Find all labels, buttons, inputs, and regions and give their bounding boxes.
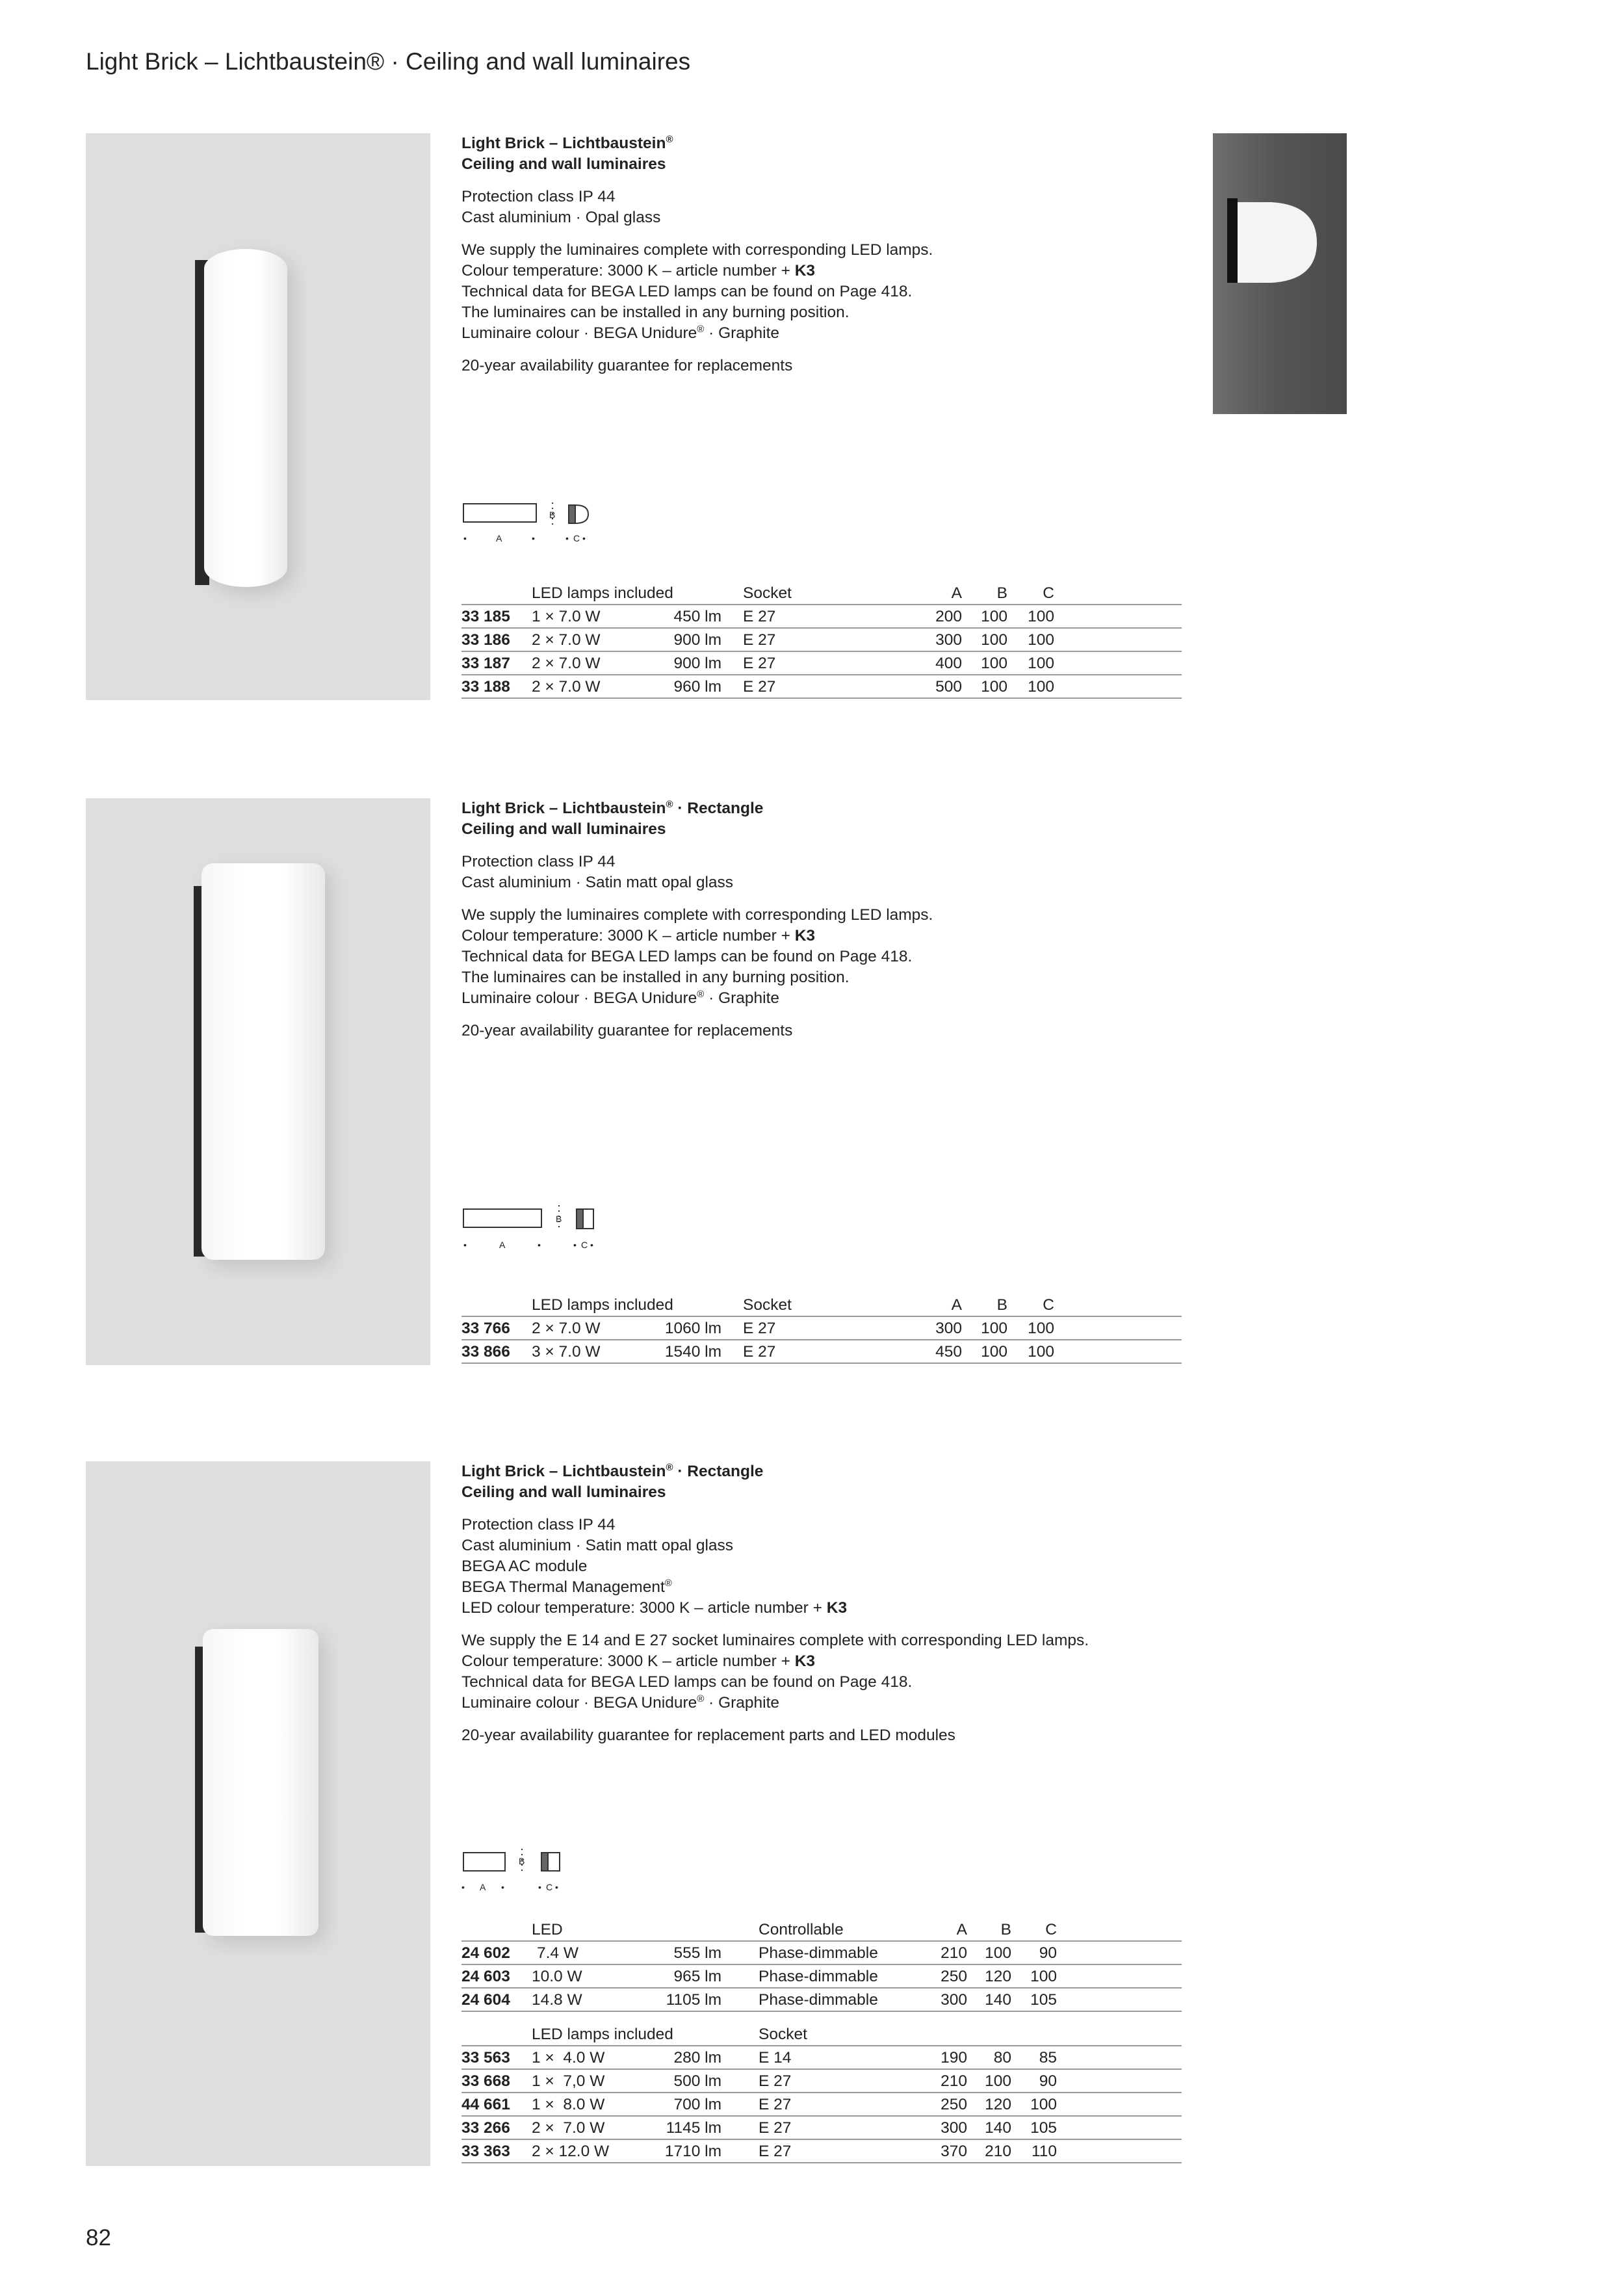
svg-text:B: B — [549, 510, 556, 520]
luminaire-glass — [203, 1629, 318, 1936]
supply-block: We supply the luminaires complete with corresponding LED lamps. Colour temperature: 3000 K – article number + K3 Technical data for BEGA LED lamps can be found on Page 418. The luminaires can be installed in any burning position. Luminaire colour · BEGA Unidure® · Graphite — [461, 241, 933, 342]
lamps-table — [461, 2022, 1182, 2163]
svg-text:B: B — [519, 1856, 525, 1866]
svg-text:•: • — [538, 1882, 541, 1892]
svg-text:•: • — [461, 1882, 465, 1892]
detail-photo — [1213, 133, 1347, 414]
table-row: 24 604 14.8 W 1105 lm Phase-dimmable 300 140 105 — [461, 1989, 1182, 2012]
luminaire-glass — [201, 863, 325, 1260]
product-title: Light Brick – Lichtbaustein® · Rectangle Ceiling and wall luminaires — [461, 1461, 764, 1501]
product-photo — [86, 798, 430, 1365]
dimension-diagram — [458, 1845, 614, 1897]
product-title: Light Brick – Lichtbaustein® Ceiling and wall luminaires — [461, 133, 673, 173]
guarantee-text: 20-year availability guarantee for replacements — [461, 357, 793, 374]
table-row: 33 866 3 × 7.0 W 1540 lm E 27 450 100 100 — [461, 1340, 1182, 1364]
table-row: 33 766 2 × 7.0 W 1060 lm E 27 300 100 100 — [461, 1317, 1182, 1340]
product-description — [461, 1461, 1176, 1758]
table-row: 33 187 2 × 7.0 W 900 lm E 27 400 100 100 — [461, 652, 1182, 675]
svg-text:A: A — [496, 533, 502, 543]
svg-text:•: • — [573, 1240, 577, 1250]
table-row: 33 363 2 × 12.0 W 1710 lm E 27 370 210 110 — [461, 2140, 1182, 2163]
product-photo — [86, 1461, 430, 2166]
page-title: Light Brick – Lichtbaustein® · Ceiling and wall luminaires — [86, 48, 691, 75]
svg-text:•: • — [590, 1240, 593, 1250]
dimension-diagram — [458, 497, 614, 549]
spec-block: Protection class IP 44 Cast aluminium · Opal glass — [461, 188, 661, 226]
svg-text:C: C — [581, 1240, 588, 1250]
product-photo — [86, 133, 430, 700]
led-table — [461, 1917, 1182, 2012]
table-row: 33 563 1 × 4.0 W 280 lm E 14 190 80 85 — [461, 2046, 1182, 2070]
dimension-diagram — [458, 1201, 614, 1253]
table-row: 33 266 2 × 7.0 W 1145 lm E 27 300 140 105 — [461, 2117, 1182, 2140]
table-row: 24 602 7.4 W 555 lm Phase-dimmable 210 100 90 — [461, 1942, 1182, 1965]
table-row: 44 661 1 × 8.0 W 700 lm E 27 250 120 100 — [461, 2093, 1182, 2117]
svg-text:B: B — [556, 1214, 562, 1224]
table-row: 33 185 1 × 7.0 W 450 lm E 27 200 100 100 — [461, 605, 1182, 629]
page-number: 82 — [86, 2225, 111, 2250]
supply-block: We supply the luminaires complete with corresponding LED lamps. Colour temperature: 3000 K – article number + K3 Technical data for BEGA LED lamps can be found on Page 418. The luminaires can be installed in any burning position. Luminaire colour · BEGA Unidure® · Graphite — [461, 906, 933, 1007]
svg-text:•: • — [565, 533, 569, 543]
product-description — [461, 133, 1176, 388]
product-table — [461, 1292, 1182, 1364]
svg-text:•: • — [538, 1240, 541, 1250]
svg-text:A: A — [499, 1240, 506, 1250]
table-header: LED lamps included Socket A B C — [461, 581, 1182, 605]
guarantee-text: 20-year availability guarantee for replacement parts and LED modules — [461, 1727, 955, 1744]
svg-text:•: • — [555, 1882, 558, 1892]
table-header: LED lamps included Socket — [461, 2022, 1182, 2046]
svg-text:•: • — [532, 533, 535, 543]
guarantee-text: 20-year availability guarantee for replacements — [461, 1022, 793, 1039]
table-header: LED Controllable A B C — [461, 1917, 1182, 1942]
product-title: Light Brick – Lichtbaustein® · Rectangle Ceiling and wall luminaires — [461, 798, 764, 838]
spec-block: Protection class IP 44 Cast aluminium · Satin matt opal glass — [461, 853, 734, 891]
table-row: 33 186 2 × 7.0 W 900 lm E 27 300 100 100 — [461, 629, 1182, 652]
svg-text:•: • — [501, 1882, 504, 1892]
luminaire-detail-image — [1213, 133, 1347, 414]
luminaire-glass — [204, 249, 287, 587]
product-table — [461, 581, 1182, 699]
svg-text:•: • — [582, 533, 586, 543]
svg-text:•: • — [463, 1240, 467, 1250]
spec-block: Protection class IP 44 Cast aluminium · Satin matt opal glass BEGA AC module BEGA Thermal Management® LED colour temperature: 3000 K – article number + K3 — [461, 1516, 848, 1617]
table-row: 33 668 1 × 7,0 W 500 lm E 27 210 100 90 — [461, 2070, 1182, 2093]
table-row: 24 603 10.0 W 965 lm Phase-dimmable 250 120 100 — [461, 1965, 1182, 1989]
svg-text:C: C — [573, 533, 580, 543]
product-description — [461, 798, 1176, 1053]
supply-block: We supply the E 14 and E 27 socket luminaires complete with corresponding LED lamps. Colour temperature: 3000 K – article number + K3 Technical data for BEGA LED lamps can be found on Page 418. Luminaire colour · BEGA Unidure® · Graphite — [461, 1632, 1089, 1712]
svg-text:C: C — [546, 1882, 553, 1892]
svg-text:A: A — [480, 1882, 486, 1892]
table-header: LED lamps included Socket A B C — [461, 1292, 1182, 1317]
svg-text:•: • — [463, 533, 467, 543]
table-row: 33 188 2 × 7.0 W 960 lm E 27 500 100 100 — [461, 675, 1182, 699]
